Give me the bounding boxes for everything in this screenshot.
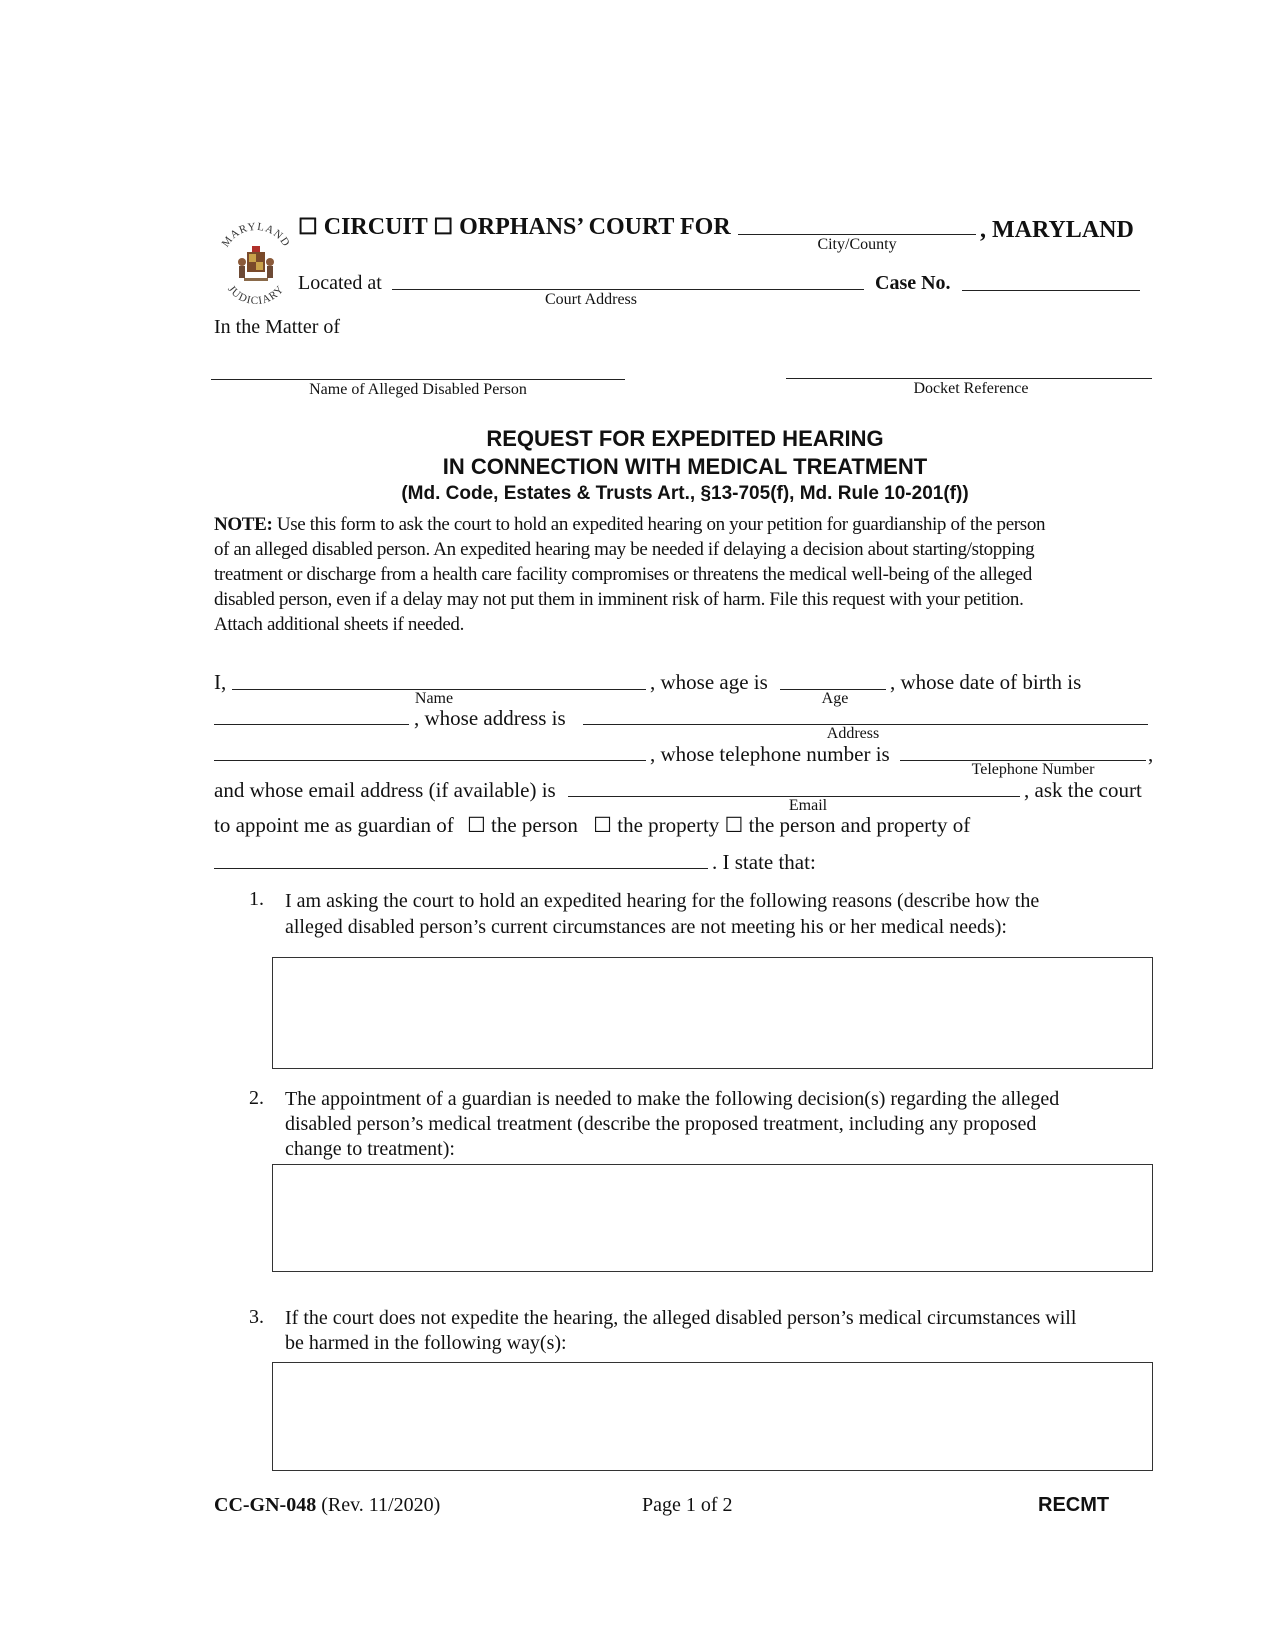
phone-trailing-comma: , (1148, 742, 1154, 766)
svg-text:MARYLAND (220, 222, 293, 249)
docket-reference-caption: Docket Reference (913, 380, 1029, 397)
docket-reference-field[interactable] (786, 378, 1152, 379)
item-2-line-3: change to treatment): (285, 1138, 455, 1160)
person-and-property-option-label: the person and property of (748, 813, 971, 837)
address-text: , whose address is (414, 706, 566, 730)
seal-icon (216, 222, 296, 308)
item-3-number: 3. (249, 1306, 264, 1328)
page-number: Page 1 of 2 (642, 1494, 733, 1516)
title-line-2: IN CONNECTION WITH MEDICAL TREATMENT (442, 454, 928, 479)
state-that-text: . I state that: (712, 850, 816, 874)
circuit-label: CIRCUIT (323, 214, 428, 240)
court-address-caption: Court Address (545, 291, 637, 308)
email-caption: Email (788, 797, 828, 814)
note-label: NOTE: (214, 514, 273, 535)
form-id: CC-GN-048 (214, 1494, 317, 1516)
dob-text: , whose date of birth is (890, 670, 1082, 694)
person-option-label: the person (491, 813, 578, 837)
property-checkbox[interactable]: ☐ (593, 813, 612, 837)
item-1-line-1: I am asking the court to hold an expedited hearing for the following reasons (describe how the (285, 890, 1040, 912)
in-matter-label: In the Matter of (214, 316, 341, 338)
item-1-text (285, 888, 1039, 940)
note-line-1: Use this form to ask the court to hold an expedited hearing on your petition for guardianship of the person (272, 514, 1046, 535)
seal-top-text: MARYLAND (219, 222, 293, 250)
note-line-4: disabled person, even if a delay may not put them in imminent risk of harm. File this request with your petition. (214, 589, 1024, 610)
date-of-birth-field[interactable] (214, 724, 409, 725)
footer-form-id (214, 1494, 440, 1517)
item-3-line-1: If the court does not expedite the hearing, the alleged disabled person’s medical circumstances will (285, 1307, 1077, 1329)
item-2-line-1: The appointment of a guardian is needed to make the following decision(s) regarding the alleged (285, 1088, 1060, 1110)
name-caption: Name (414, 690, 454, 707)
item-3-text (285, 1306, 1076, 1356)
item-2-number: 2. (249, 1087, 264, 1109)
address-caption: Address (826, 725, 880, 742)
located-at-label: Located at (298, 272, 382, 294)
property-option-label: the property (617, 813, 720, 837)
i-label: I, (214, 670, 227, 694)
age-text: , whose age is (650, 670, 768, 694)
phone-text: , whose telephone number is (650, 742, 890, 766)
age-caption: Age (821, 690, 849, 707)
item-2-text (285, 1087, 1059, 1162)
guardian-options-row (214, 813, 970, 838)
appoint-text: to appoint me as guardian of (214, 813, 454, 837)
judiciary-seal (216, 222, 296, 308)
city-county-caption: City/County (817, 236, 897, 253)
item-3-response-box[interactable] (272, 1362, 1153, 1471)
item-1-number: 1. (249, 888, 264, 910)
note-paragraph (214, 512, 1174, 637)
svg-text:JUDICIARY (225, 283, 286, 307)
maryland-suffix: , MARYLAND (980, 217, 1134, 243)
ward-name-field[interactable] (214, 868, 708, 869)
note-line-5: Attach additional sheets if needed. (214, 614, 464, 635)
case-no-field[interactable] (962, 290, 1140, 291)
orphans-checkbox[interactable]: ☐ (433, 214, 454, 239)
seal-bottom-text: JUDICIARY (225, 283, 287, 308)
orphans-label: ORPHANS’ COURT FOR (459, 214, 731, 240)
person-and-property-checkbox[interactable]: ☐ (724, 813, 744, 837)
alleged-disabled-name-field[interactable] (211, 379, 625, 380)
title-line-3: (Md. Code, Estates & Trusts Art., §13-705(f), Md. Rule 10-201(f)) (401, 483, 969, 504)
title-line-1: REQUEST FOR EXPEDITED HEARING (486, 426, 884, 451)
telephone-caption: Telephone Number (971, 761, 1095, 778)
case-no-label: Case No. (875, 272, 951, 294)
form-revision: (Rev. 11/2020) (316, 1494, 441, 1516)
note-line-3: treatment or discharge from a health care facility compromises or threatens the medical well-being of the alleged (214, 564, 1032, 585)
item-1-line-2: alleged disabled person’s current circumstances are not meeting his or her medical needs): (285, 916, 1007, 938)
form-code: RECMT (1038, 1494, 1110, 1516)
email-text: and whose email address (if available) is (214, 778, 556, 802)
ask-court-text: , ask the court (1024, 778, 1142, 802)
court-type-row (298, 214, 731, 241)
court-address-field[interactable] (392, 289, 864, 290)
item-3-line-2: be harmed in the following way(s): (285, 1332, 567, 1354)
form-title (0, 425, 1275, 507)
item-2-line-2: disabled person’s medical treatment (describe the proposed treatment, including any proposed (285, 1113, 1037, 1135)
circuit-checkbox[interactable]: ☐ (298, 214, 318, 239)
item-2-response-box[interactable] (272, 1164, 1153, 1272)
alleged-disabled-name-caption: Name of Alleged Disabled Person (309, 381, 527, 398)
address-continued-field[interactable] (214, 760, 646, 761)
city-county-field[interactable] (738, 234, 976, 235)
note-line-2: of an alleged disabled person. An expedited hearing may be needed if delaying a decision about starting/stopping (214, 539, 1035, 560)
item-1-response-box[interactable] (272, 957, 1153, 1069)
person-checkbox[interactable]: ☐ (466, 813, 486, 837)
